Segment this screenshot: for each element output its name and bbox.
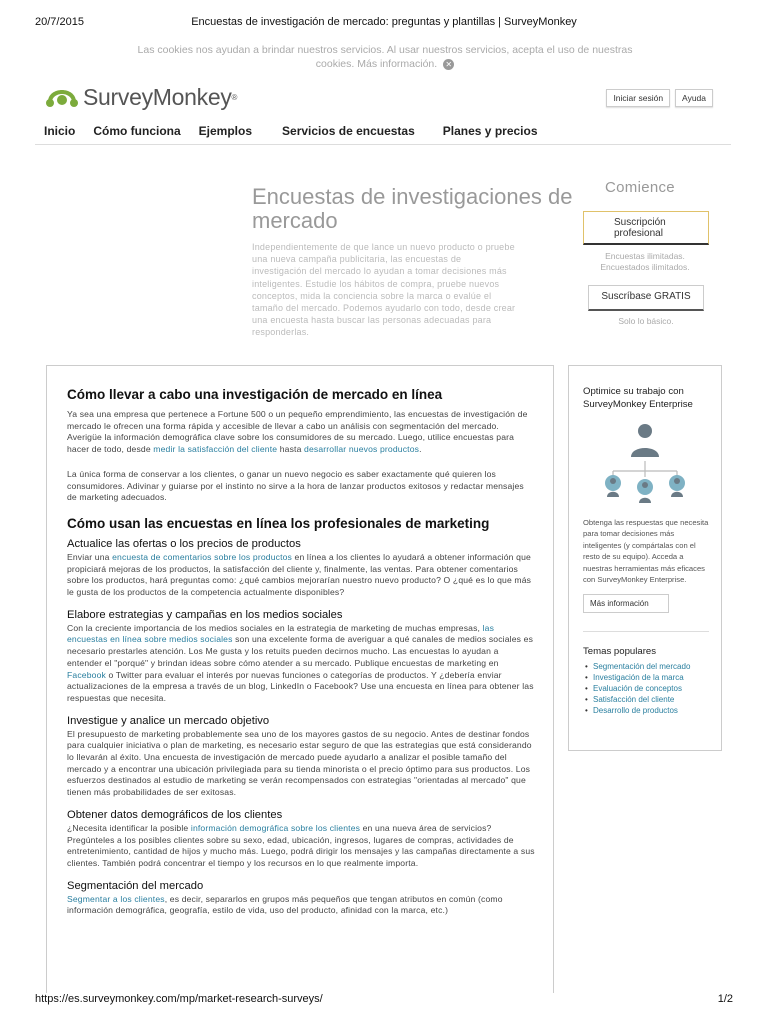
subsection-title: Segmentación del mercado bbox=[67, 879, 204, 892]
page-title: Encuestas de investigaciones de mercado bbox=[252, 184, 573, 233]
link-product-feedback[interactable]: encuesta de comentarios sobre los productos bbox=[112, 551, 292, 562]
cookie-bar bbox=[120, 43, 650, 71]
subsection-title: Investigue y analice un mercado objetivo bbox=[67, 714, 270, 727]
nav-item-planes[interactable]: Planes y precios bbox=[442, 124, 538, 138]
help-button[interactable]: Ayuda bbox=[675, 89, 713, 107]
section-heading: Cómo usan las encuestas en línea los profesionales de marketing bbox=[67, 515, 490, 531]
link-demographics[interactable]: información demográfica sobre los clientes bbox=[190, 822, 361, 833]
free-plan-note: Solo lo básico. bbox=[618, 316, 674, 326]
print-date: 20/7/2015 bbox=[35, 16, 84, 28]
logo[interactable] bbox=[45, 84, 237, 111]
account-links bbox=[606, 89, 713, 107]
logo-mark: ® bbox=[231, 93, 238, 102]
subsection-title: Obtener datos demográficos de los clientes bbox=[67, 808, 283, 821]
topic-link[interactable]: • Segmentación del mercado bbox=[593, 661, 709, 672]
subsection-text: Enviar una encuesta de comentarios sobre los productos en línea a los clientes lo ayudará a obtener información que propiciará mejoras de los productos, la satisfacción del cliente y, finalmente, las ventas. Para obtener comentarios sobre los productos, hará preguntas como: ¿qué cambios mejorarían nuestro nuevo producto? O ¿qué es lo que más le gusta de los productos de la competencia actualmente disponibles? bbox=[67, 551, 532, 598]
nav-item-como-funciona[interactable]: Cómo funciona bbox=[93, 124, 181, 138]
article-intro: Ya sea una empresa que pertenece a Fortune 500 o un pequeño emprendimiento, las encuestas de investigación de mercado le ofrecen una forma rápida y accesible de llevar a cabo un análisis con segmentación del mercado. Averigüe la información demográfica clave sobre los consumidores de su mercado. Luego, utilice encuestas para hacer de todo, desde medir la satisfacción del cliente hasta desarrollar nuevos productos. bbox=[67, 409, 528, 455]
article-heading: Cómo llevar a cabo una investigación de mercado en línea bbox=[67, 387, 443, 402]
popular-topics-list bbox=[583, 661, 709, 716]
print-footer bbox=[35, 993, 733, 1005]
topic-link[interactable]: • Evaluación de conceptos bbox=[593, 683, 709, 694]
nav-divider bbox=[35, 144, 731, 145]
article-paragraph: La única forma de conservar a los clientes, o ganar un nuevo negocio es saber exactamente qué quieren los consumidores. Adivinar y guiarse por el instinto no sirve a la hora de lanzar productos exitosos y redactar mensajes de marketing adecuados. bbox=[67, 468, 524, 503]
main-nav bbox=[44, 124, 556, 138]
subsection-text: El presupuesto de marketing probablemente sea uno de los mayores gastos de su negocio. Antes de destinar fondos para cualquier iniciativa o plan de marketing, es necesario estar seguro de que las estrategias que está considerando lo llevarán al éxito. Una encuesta de investigación de mercado puede ayudarlo a analizar el posible tamaño del mercado y a encontrar una ubicación privilegiada para su tienda minorista o el precio óptimo para sus productos. Los esfuerzos destinados al estudio de marketing se verán recompensados con estrategias "orientadas al mercado" que tienen más probabilidades de ser exitosas. bbox=[67, 728, 532, 798]
print-title: Encuestas de investigación de mercado: preguntas y plantillas | SurveyMonkey bbox=[191, 16, 577, 28]
logo-text: SurveyMonkey bbox=[83, 84, 232, 110]
popular-topics-title: Temas populares bbox=[583, 646, 657, 658]
org-chart-icon bbox=[585, 417, 705, 507]
sidebar-divider bbox=[583, 631, 709, 632]
hero-description: Independientemente de que lance un nuevo producto o pruebe una nueva campaña publicitaria, las encuestas de investigación del mercado lo ayudan a tomar decisiones más inteligentes. Estudie los hábitos de compra, pruebe nuevos conceptos, mida la conciencia sobre la marca o evalúe el tamaño del mercado. Podemos ayudarlo con todo, desde crear una encuesta hasta buscar las personas adecuadas para responderlas. bbox=[252, 242, 516, 338]
subsection-title: Actualice las ofertas o los precios de productos bbox=[67, 537, 301, 550]
subsection-title: Elabore estrategias y campañas en los medios sociales bbox=[67, 608, 343, 621]
promo-title: Optimice su trabajo con SurveyMonkey Enterprise bbox=[583, 386, 693, 410]
print-page-number: 1/2 bbox=[717, 993, 733, 1005]
subsection-text: Con la creciente importancia de los medios sociales en la estrategia de marketing de muchas empresas, las encuestas en línea sobre medios sociales son una excelente forma de averiguar a qué canales de medios sociales es necesario prestarles atención. Los Me gusta y los retuits pueden decirnos mucho. Las encuestas lo ayudan a entender el "porqué" y brindan ideas sobre cómo atender a su mercado. Publique encuestas de marketing en Facebook o Twitter para evaluar el interés por nuevas funciones o categorías de productos. Y ¿debería enviar actualizaciones de la empresa a través de un blog, LinkedIn o Facebook? Use una encuesta en línea para obtener las respuestas que necesita. bbox=[67, 622, 534, 703]
link-segment-customers[interactable]: Segmentar a los clientes bbox=[67, 893, 165, 904]
nav-item-inicio[interactable]: Inicio bbox=[44, 124, 76, 138]
enterprise-sidebar bbox=[568, 365, 722, 751]
subsection-text: Segmentar a los clientes, es decir, separarlos en grupos más pequeños que tengan atributos en común (como información demográfica, geografía, estilo de vida, uso del producto, afinidad con la marca, etc.) bbox=[67, 893, 503, 916]
link-new-products[interactable]: desarrollar nuevos productos bbox=[304, 444, 420, 455]
signup-heading: Comience bbox=[605, 179, 675, 196]
pro-plan-note: Encuestas ilimitadas. Encuestados ilimitados. bbox=[600, 251, 690, 272]
topic-link[interactable]: • Desarrollo de productos bbox=[593, 705, 709, 716]
link-facebook[interactable]: Facebook bbox=[67, 669, 106, 680]
promo-description: Obtenga las respuestas que necesita para tomar decisiones más inteligentes (y compártalas con el resto de su equipo). Acceda a nuestras herramientas más eficaces con SurveyMonkey Enterprise. bbox=[583, 518, 709, 585]
cookie-text: Las cookies nos ayudan a brindar nuestros servicios. Al usar nuestros servicios, acepta el uso de nuestras cookies. Más información. bbox=[137, 44, 633, 70]
link-social-media-surveys[interactable]: las encuestas en línea sobre medios sociales bbox=[67, 622, 495, 645]
article bbox=[46, 365, 554, 993]
nav-item-servicios[interactable]: Servicios de encuestas bbox=[282, 124, 415, 138]
pro-plan-button[interactable]: Suscripción profesional bbox=[583, 211, 709, 245]
signin-button[interactable]: Iniciar sesión bbox=[606, 89, 670, 107]
monkey-logo-icon bbox=[45, 86, 79, 110]
print-header bbox=[35, 16, 733, 28]
subsection-text: ¿Necesita identificar la posible información demográfica sobre los clientes en una nueva área de servicios? Pregúnteles a los posibles clientes sobre su sexo, edad, ubicación, ingresos, lugares de compras, actividades de entretenimiento, cantidad de hijos y mucho más. Luego, podrá dirigir los mensajes y las campañas directamente a sus clientes. También podrá concentrar el tiempo y los recursos en lo que realmente importa. bbox=[67, 822, 535, 868]
link-customer-satisfaction[interactable]: medir la satisfacción del cliente bbox=[153, 444, 278, 455]
topic-link[interactable]: • Satisfacción del cliente bbox=[593, 694, 709, 705]
nav-item-ejemplos[interactable]: Ejemplos bbox=[198, 124, 253, 138]
print-url: https://es.surveymonkey.com/mp/market-research-surveys/ bbox=[35, 993, 323, 1005]
topic-link[interactable]: • Investigación de la marca bbox=[593, 672, 709, 683]
free-signup-button[interactable]: Suscríbase GRATIS bbox=[588, 285, 704, 311]
more-info-button[interactable]: Más información bbox=[583, 594, 669, 613]
close-icon[interactable]: ✕ bbox=[443, 59, 454, 70]
